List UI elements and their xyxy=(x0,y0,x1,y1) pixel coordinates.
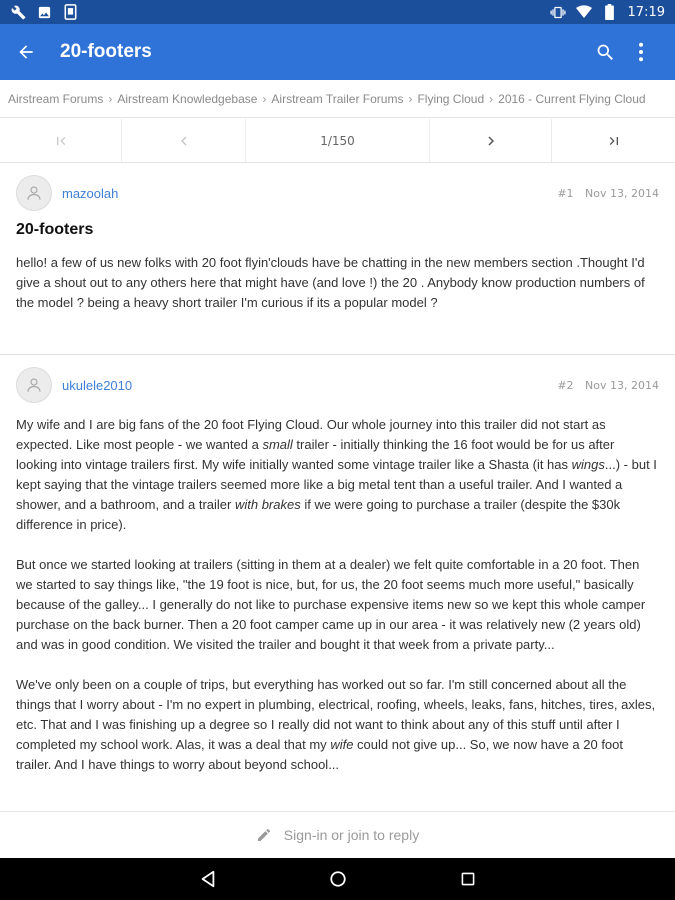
status-bar xyxy=(0,0,675,24)
breadcrumb-item-trailer-forums[interactable]: Airstream Trailer Forums xyxy=(271,91,404,106)
text-run: could not give up... So, we now have a 20 foot trailer. And I have things to worry about beyond school... xyxy=(16,737,624,772)
image-icon xyxy=(36,4,52,20)
post-paragraph xyxy=(16,415,659,535)
back-button[interactable] xyxy=(16,32,56,72)
first-page-icon xyxy=(53,133,69,149)
post-paragraph: But once we started looking at trailers (sitting in them at a dealer) we felt quite comfortable in a 20 foot. Then we started to say things like, "the 19 foot is nice, but, for us, the 20 foot seems much more useful," basically because of the galley... I generally do not like to purchase expensive items new so we kept this whole camper purchase on the back burner. Then a 20 foot camper came up in our area - it was relatively new (2 years old) and was in good condition. We visited the trailer and bought it that week from a private party... xyxy=(16,557,646,652)
breadcrumb-item-flying-cloud[interactable]: Flying Cloud xyxy=(417,91,485,106)
more-vert-icon xyxy=(638,42,644,62)
breadcrumb-item-2016-current[interactable]: 2016 - Current Flying Cloud xyxy=(498,91,646,106)
search-icon xyxy=(595,42,616,63)
breadcrumb-item-forums[interactable]: Airstream Forums xyxy=(8,91,104,106)
page-indicator[interactable]: 1/150 xyxy=(246,119,430,162)
post-number: #1 xyxy=(557,186,574,200)
status-icons-right xyxy=(550,4,665,20)
page-title: 20-footers xyxy=(60,41,152,62)
last-page-button[interactable] xyxy=(552,119,675,162)
nav-back-button[interactable] xyxy=(188,861,228,897)
last-page-icon xyxy=(606,133,622,149)
person-icon xyxy=(25,184,43,202)
reply-button[interactable] xyxy=(0,811,675,858)
person-icon xyxy=(25,376,43,394)
post-paragraph: hello! a few of us new folks with 20 foot flyin'clouds have be chatting in the new members section .Thought I'd give a shout out to any others here that might have (and love !) the 20 . Anybody know production numbers of the model ? being a heavy short trailer I'm curious if its a popular model ? xyxy=(16,255,645,310)
arrow-left-icon xyxy=(16,42,36,62)
post-title: 20-footers xyxy=(16,221,94,238)
tablet-icon xyxy=(62,4,78,20)
nav-home-icon xyxy=(329,870,347,888)
search-button[interactable] xyxy=(587,32,623,72)
chevron-right-icon: › xyxy=(262,91,267,106)
system-nav-bar xyxy=(0,858,675,900)
breadcrumb-item-knowledgebase[interactable]: Airstream Knowledgebase xyxy=(117,91,258,106)
text-run: if we were going to purchase a trailer (despite the $30k difference in price). xyxy=(16,497,621,532)
battery-icon xyxy=(602,4,618,20)
emphasis: small xyxy=(262,437,293,452)
nav-recents-icon xyxy=(460,871,476,887)
post-author[interactable]: mazoolah xyxy=(62,185,119,201)
next-page-button[interactable] xyxy=(430,119,552,162)
nav-home-button[interactable] xyxy=(318,861,358,897)
avatar[interactable] xyxy=(16,367,52,403)
post-item xyxy=(0,355,675,811)
post-paragraph xyxy=(16,675,659,775)
post-date: Nov 13, 2014 xyxy=(585,186,659,200)
avatar[interactable] xyxy=(16,175,52,211)
chevron-left-icon xyxy=(175,132,193,150)
text-run: ...) - but I kept saying that the vintage trailers seemed more like a big metal tent than a useful trailer. And I wanted a shower, and a bathroom, and a trailer xyxy=(16,457,657,512)
post-body xyxy=(16,253,659,313)
breadcrumb xyxy=(0,80,675,118)
post-author[interactable]: ukulele2010 xyxy=(62,377,133,393)
post-body xyxy=(16,415,659,775)
wifi-icon xyxy=(576,4,592,20)
chevron-right-icon: › xyxy=(108,91,113,106)
pencil-icon xyxy=(256,827,272,843)
post-number: #2 xyxy=(557,378,574,392)
nav-recents-button[interactable] xyxy=(448,861,488,897)
wrench-icon xyxy=(10,4,26,20)
reply-label: Sign-in or join to reply xyxy=(283,827,420,843)
vibrate-icon xyxy=(550,4,566,20)
post-header xyxy=(16,355,659,415)
emphasis: wings xyxy=(571,457,605,472)
post-meta xyxy=(557,379,659,392)
status-icons-left xyxy=(10,4,78,20)
post-meta xyxy=(557,187,659,200)
text-run: My wife and I are big fans of the 20 foot Flying Cloud. Our whole journey into this trailer did not start as expected. Like most people - we wanted a xyxy=(16,417,606,452)
text-run: trailer - initially thinking the 16 foot would be for us after looking into vintage trailers first. My wife initially wanted some vintage trailer like a Shasta (it has xyxy=(16,437,615,472)
chevron-right-icon: › xyxy=(489,91,494,106)
chevron-right-icon xyxy=(482,132,500,150)
text-run: We've only been on a couple of trips, but everything has worked out so far. I'm still concerned about all the things that I worry about - I'm no expert in plumbing, electrical, roofing, wheels, leaks, fans, hitches, tires, axles, etc. That and I was finishing up a degree so I really did not want to think about any of this stuff until after I completed my school work. Alas, it was a deal that my xyxy=(16,677,656,752)
previous-page-button[interactable] xyxy=(122,119,246,162)
post-item xyxy=(0,163,675,355)
app-bar xyxy=(0,24,675,80)
nav-back-icon xyxy=(199,870,217,888)
post-header xyxy=(16,163,659,223)
pagination-bar xyxy=(0,119,675,163)
post-date: Nov 13, 2014 xyxy=(585,378,659,392)
chevron-right-icon: › xyxy=(408,91,413,106)
status-time: 17:19 xyxy=(627,4,665,20)
emphasis: wife xyxy=(330,737,354,752)
more-options-button[interactable] xyxy=(623,32,659,72)
first-page-button[interactable] xyxy=(0,119,122,162)
emphasis: with brakes xyxy=(234,497,301,512)
